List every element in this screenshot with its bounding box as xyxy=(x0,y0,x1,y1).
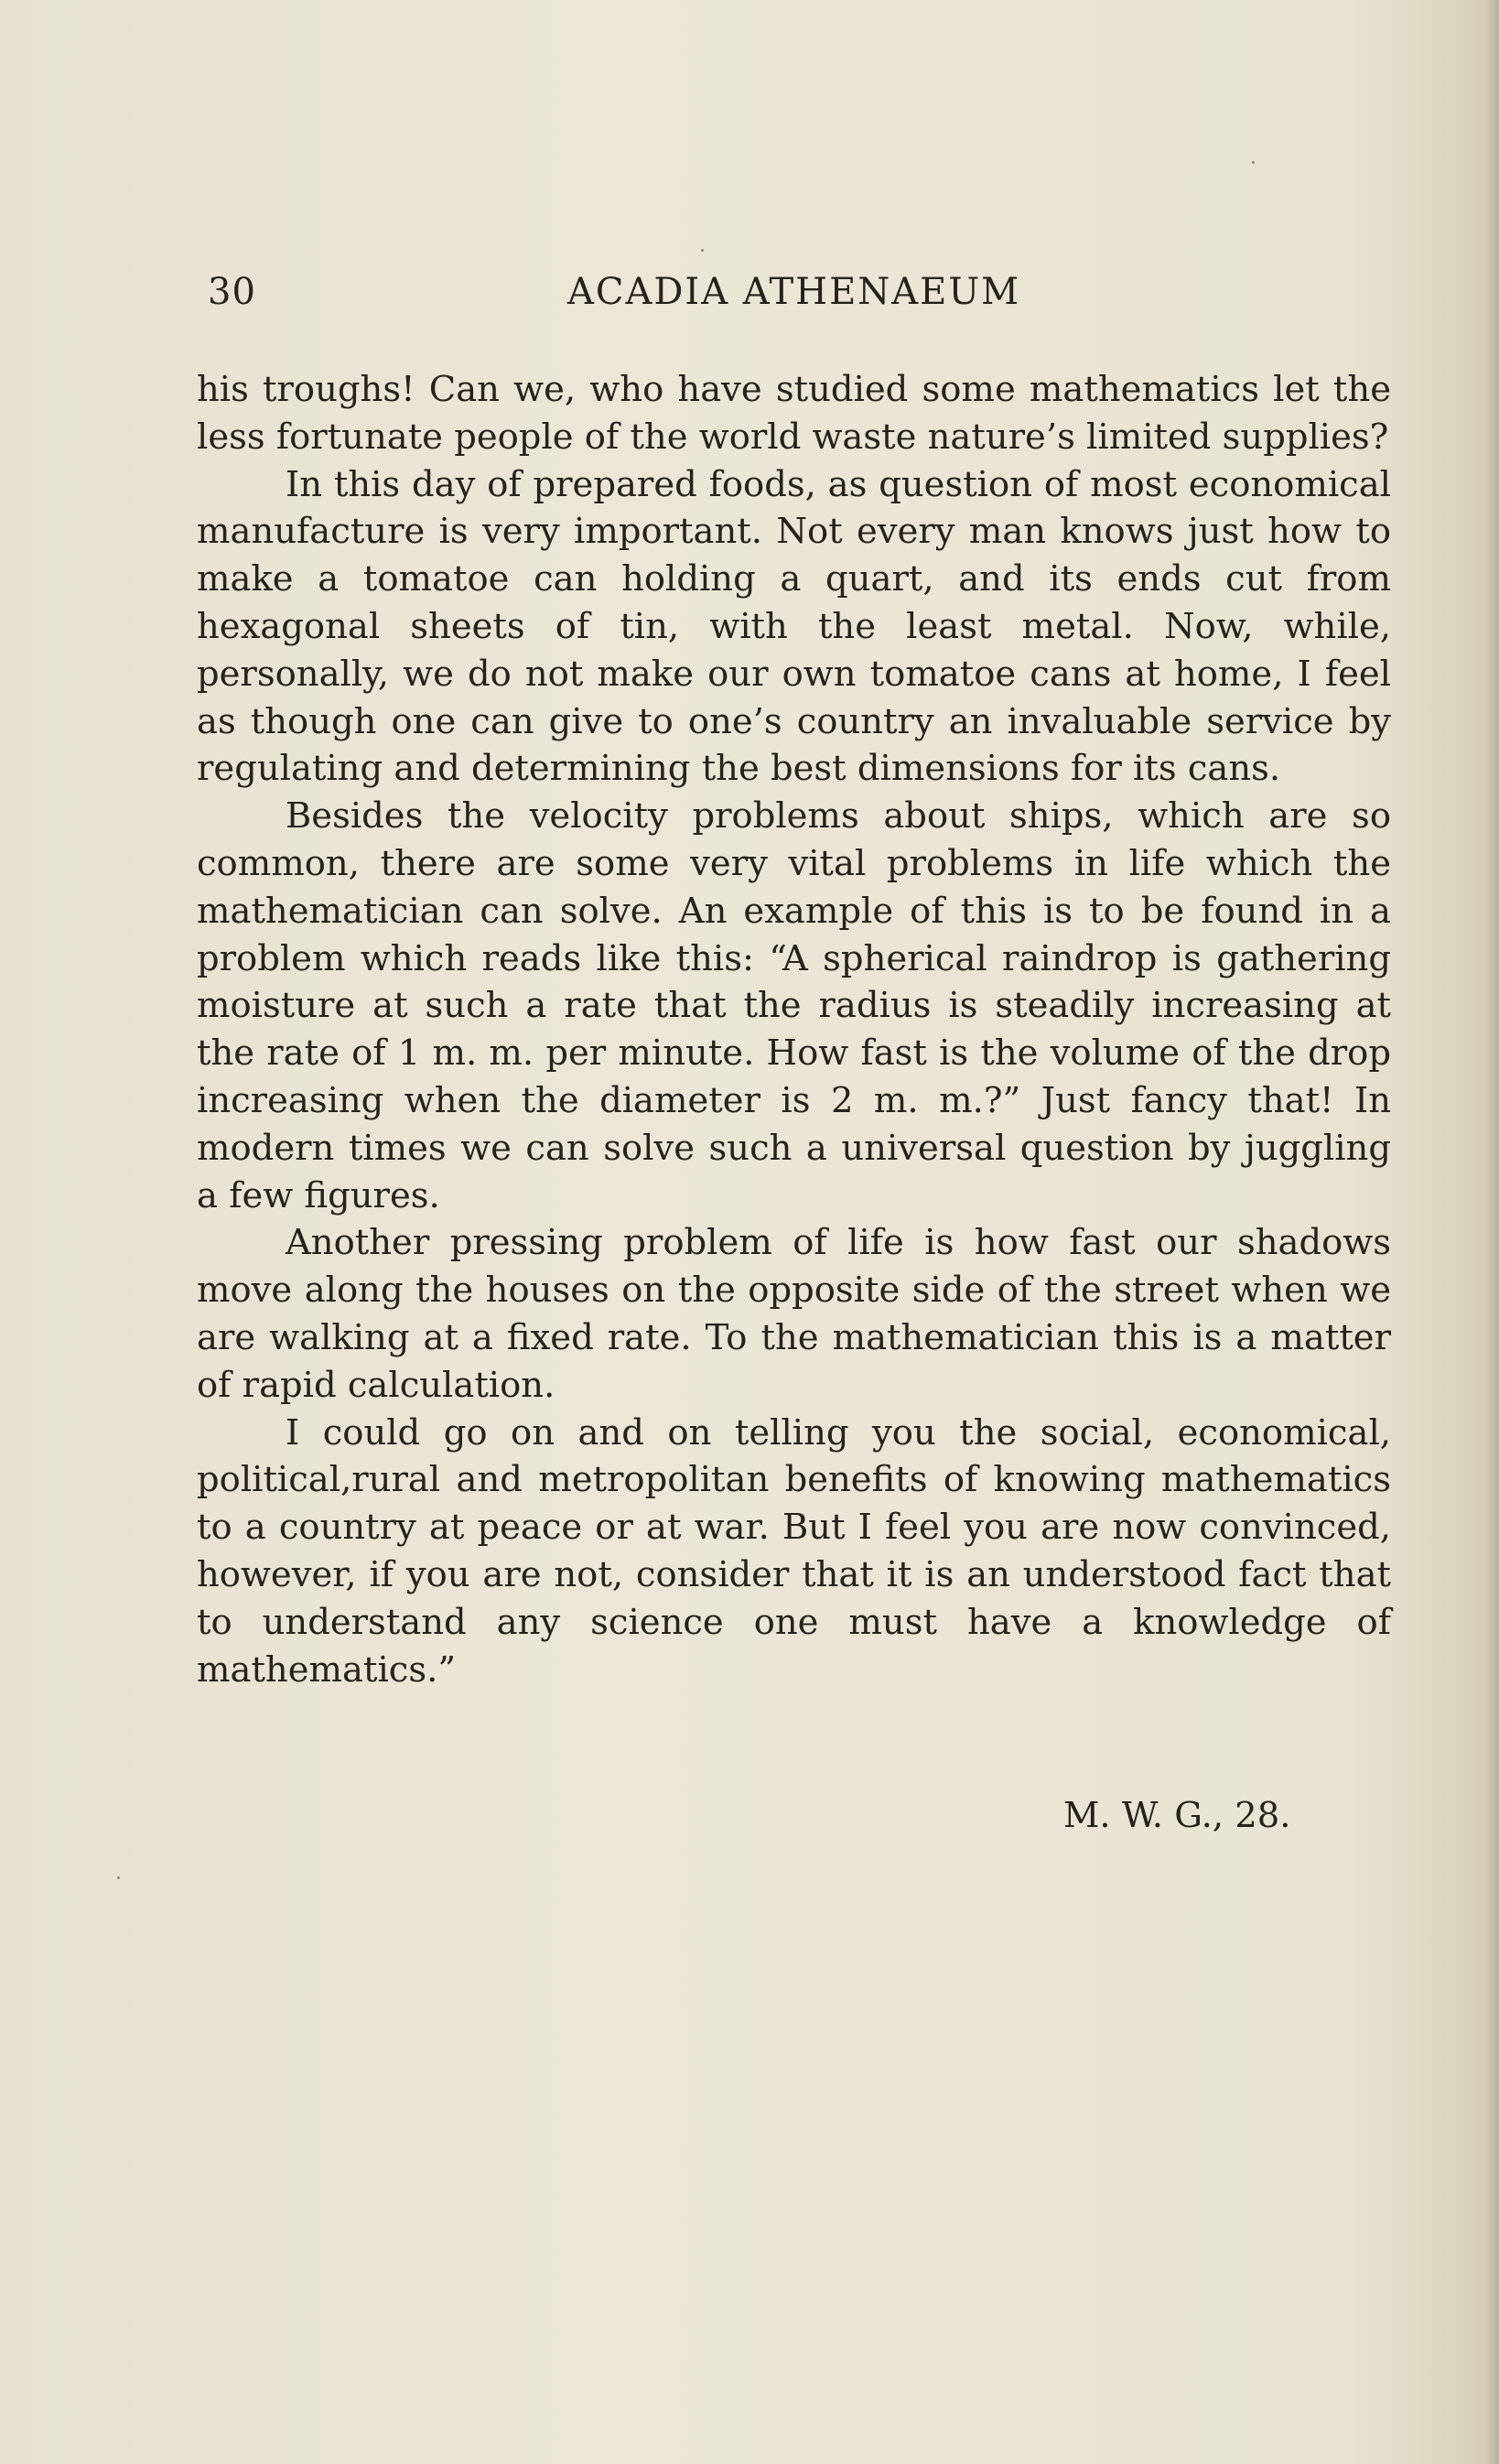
paper-speck xyxy=(117,1876,120,1879)
paper-speck xyxy=(1252,161,1255,164)
paragraph-3: Besides the velocity problems about ships, which are so common, there are some very vital problems in life which the mathematician can solve. An example of this is to be found in a problem which reads like this: “A spherical raindrop is gathering moisture at such a rate that the radius is steadily increasing at the rate of 1 m. m. per minute. How fast is the volume of the drop increasing when the diameter is 2 m. m.?” Just fancy that! In modern times we can solve such a universal question by juggling a few figures. xyxy=(197,795,1391,1216)
paragraph-5: I could go on and on telling you the social, economical, political,rural and metropolitan benefits of knowing mathematics to a country at peace or at war. But I feel you are now convinced, however, if you are not, consider that it is an understood fact that to understand any science one must have a knowledge of mathematics.” xyxy=(197,1411,1391,1691)
paragraph-1: his troughs! Can we, who have studied some mathematics let the less fortunate people of the world waste nature’s limited supplies? xyxy=(197,369,1391,458)
page-edge-shadow xyxy=(1486,0,1499,2464)
page-number: 30 xyxy=(208,271,256,313)
author-signature: M. W. G., 28. xyxy=(1063,1795,1291,1836)
paper-speck xyxy=(701,249,704,252)
running-title: ACADIA ATHENAEUM xyxy=(566,271,1021,313)
article-body xyxy=(197,366,1391,1693)
paragraph-2: In this day of prepared foods, as question of most economical manufacture is very important. Not every man knows just how to make a tomatoe can holding a quart, and its ends cut from hexagonal sheets of tin, with the least metal. Now, while, personally, we do not make our own tomatoe cans at home, I feel as though one can give to one’s country an invaluable service by regulating and determining the best dimensions for its cans. xyxy=(197,463,1391,790)
paragraph-4: Another pressing problem of life is how fast our shadows move along the houses on the opposite side of the street when we are walking at a fixed rate. To the mathematician this is a matter of rapid calculation. xyxy=(197,1222,1391,1406)
page-header xyxy=(197,271,1391,326)
